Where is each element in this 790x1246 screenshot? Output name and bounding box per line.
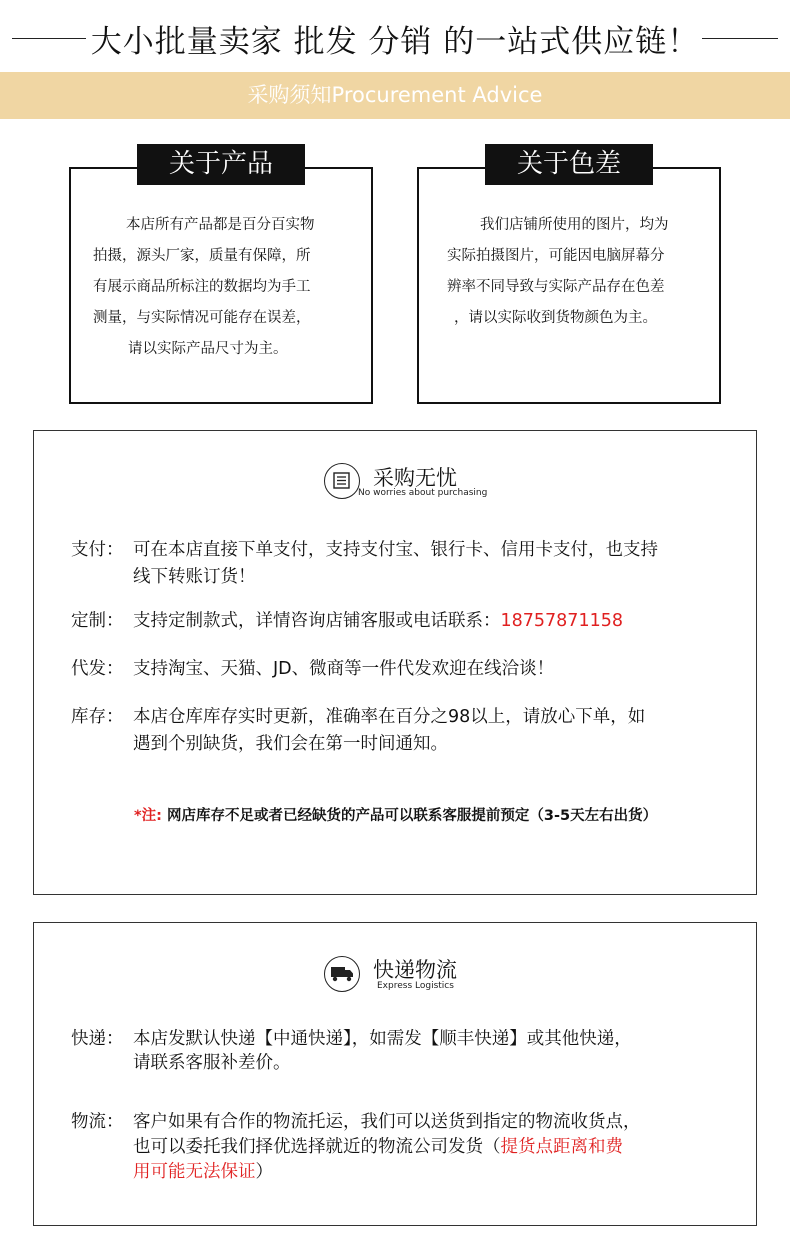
custom-text: 支持定制款式，详情咨询店铺客服或电话联系： bbox=[133, 611, 501, 631]
product-line: 本店所有产品都是百分百实物 bbox=[126, 217, 315, 233]
freight-key: 物流： bbox=[71, 1112, 124, 1132]
color-line: 辨率不同导致与实际产品存在色差 bbox=[447, 279, 665, 295]
logistics-subtitle: Express Logistics bbox=[377, 981, 454, 991]
product-box-text bbox=[93, 210, 315, 365]
freight-text-2-red: 提货点距离和费 bbox=[500, 1137, 623, 1157]
product-box-title: 关于产品 bbox=[137, 144, 305, 185]
freight-text-3-plain: ） bbox=[255, 1162, 273, 1182]
freight-text-2-plain: 也可以委托我们择优选择就近的物流公司发货（ bbox=[133, 1137, 501, 1157]
freight-text-3-red: 用可能无法保证 bbox=[133, 1162, 256, 1182]
custom-phone: 18757871158 bbox=[500, 611, 623, 631]
stock-text-1: 本店仓库库存实时更新，准确率在百分之98以上，请放心下单，如 bbox=[133, 707, 646, 727]
stock-text-2: 遇到个别缺货，我们会在第一时间通知。 bbox=[133, 734, 448, 754]
freight-text-1: 客户如果有合作的物流托运，我们可以送货到指定的物流收货点， bbox=[133, 1112, 641, 1132]
color-box-text bbox=[447, 210, 669, 334]
color-line: 我们店铺所使用的图片，均为 bbox=[480, 217, 669, 233]
express-text-1: 本店发默认快递【中通快递】，如需发【顺丰快递】或其他快递， bbox=[133, 1029, 632, 1049]
express-text-2: 请联系客服补差价。 bbox=[133, 1053, 291, 1073]
procurement-banner: 采购须知Procurement Advice bbox=[0, 72, 790, 119]
freight-text-3 bbox=[133, 1158, 273, 1186]
product-line: 拍摄，源头厂家，质量有保障，所 bbox=[93, 248, 311, 264]
freight-text-2 bbox=[133, 1133, 623, 1161]
stock-note bbox=[134, 804, 657, 825]
note-text: 网店库存不足或者已经缺货的产品可以联系客服提前预定（3-5天左右出货） bbox=[161, 808, 658, 824]
payment-text-2: 线下转账订货！ bbox=[133, 567, 256, 587]
stock-key: 库存： bbox=[71, 707, 124, 727]
note-mark: *注: bbox=[134, 808, 162, 824]
page-title: 大小批量卖家 批发 分销 的一站式供应链！ bbox=[90, 24, 700, 60]
color-line: ，请以实际收到货物颜色为主。 bbox=[454, 310, 657, 326]
purchase-subtitle: No worries about purchasing bbox=[358, 488, 488, 498]
payment-text-1: 可在本店直接下单支付，支持支付宝、银行卡、信用卡支付，也支持 bbox=[133, 540, 658, 560]
product-line: 测量，与实际情况可能存在误差， bbox=[93, 310, 311, 326]
purchase-title: 采购无忧 bbox=[373, 466, 457, 490]
truck-icon bbox=[324, 956, 360, 992]
payment-key: 支付： bbox=[71, 540, 124, 560]
list-icon bbox=[324, 463, 360, 499]
color-box-title: 关于色差 bbox=[485, 144, 653, 185]
product-line: 请以实际产品尺寸为主。 bbox=[128, 341, 288, 357]
express-key: 快递： bbox=[71, 1029, 124, 1049]
product-line: 有展示商品所标注的数据均为手工 bbox=[93, 279, 311, 295]
color-line: 实际拍摄图片，可能因电脑屏幕分 bbox=[447, 248, 665, 264]
logistics-title: 快递物流 bbox=[373, 958, 457, 982]
custom-key: 定制： bbox=[71, 611, 124, 631]
dropship-text: 支持淘宝、天猫、JD、微商等一件代发欢迎在线洽谈！ bbox=[133, 659, 555, 679]
dropship-key: 代发： bbox=[71, 659, 124, 679]
custom-text-wrap bbox=[133, 607, 623, 635]
